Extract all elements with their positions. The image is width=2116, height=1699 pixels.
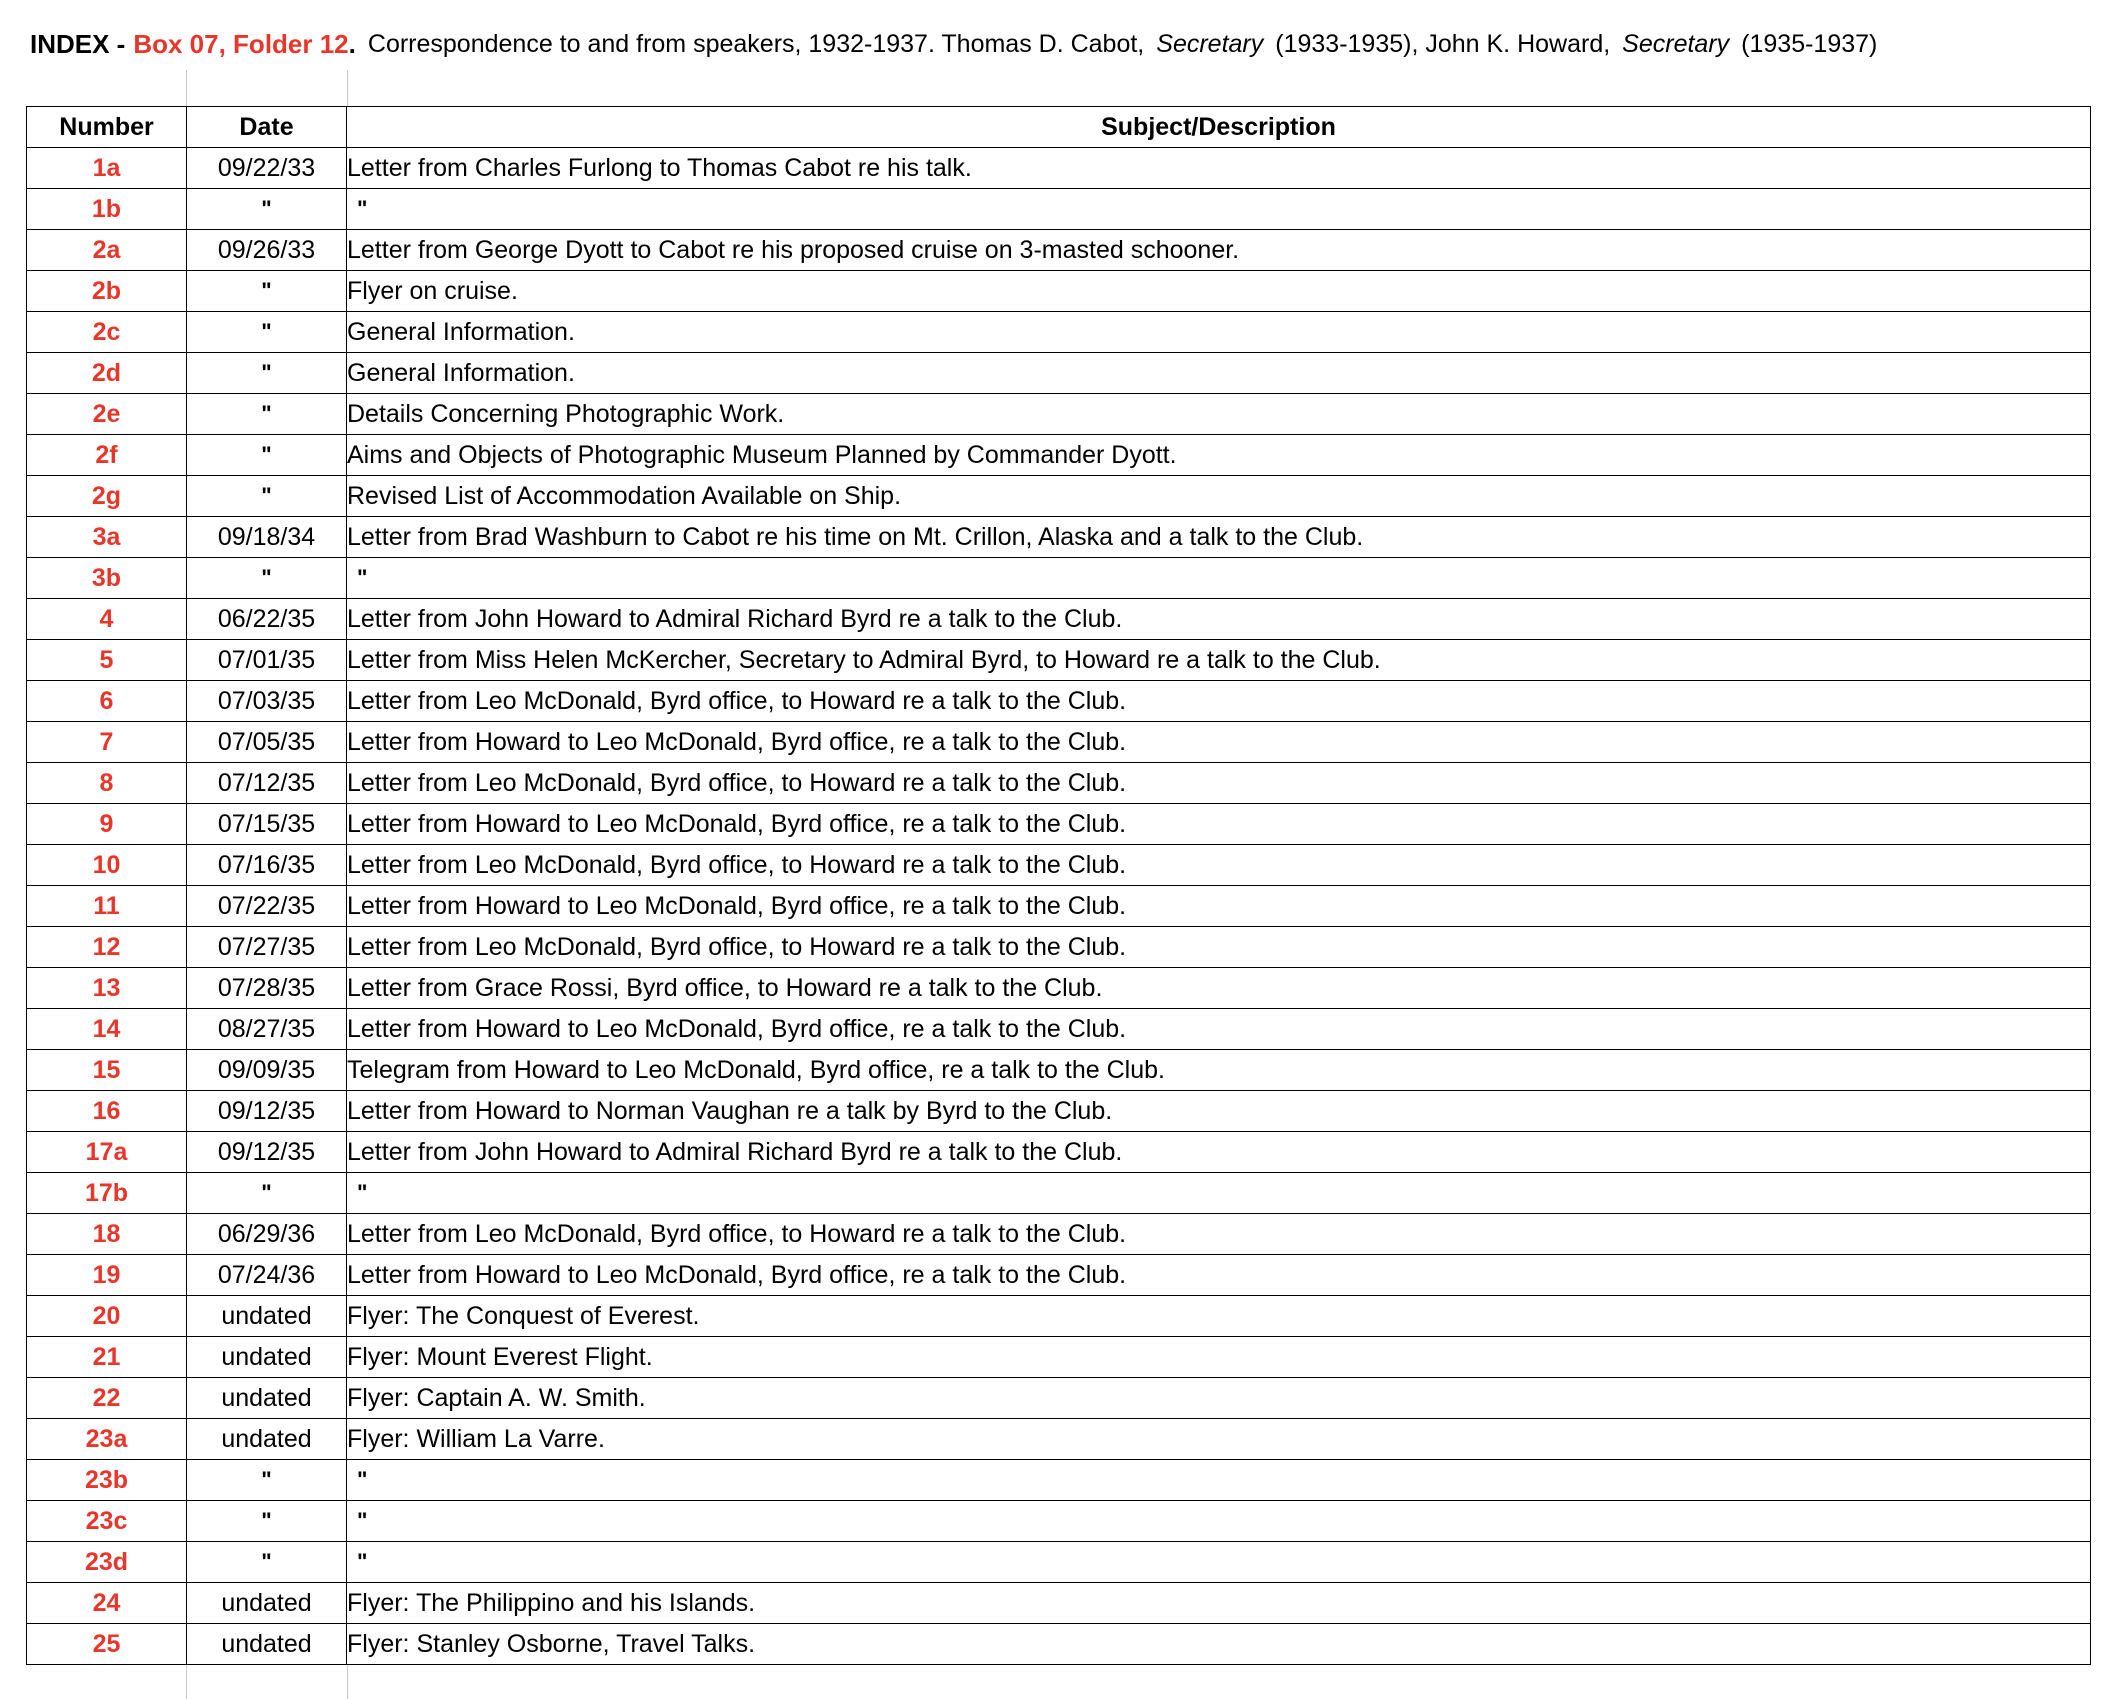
cell-description: Letter from Leo McDonald, Byrd office, to Howard re a talk to the Club. [347, 1214, 2091, 1255]
table-row [27, 1460, 2091, 1501]
table-row [27, 722, 2091, 763]
cell-number: 15 [27, 1050, 187, 1091]
cell-number: 2c [27, 312, 187, 353]
spacer-cell-number [26, 70, 187, 106]
cell-description: " [347, 558, 2091, 599]
column-header-date: Date [187, 107, 347, 148]
table-row [27, 845, 2091, 886]
cell-date: 07/27/35 [187, 927, 347, 968]
table-row [27, 1378, 2091, 1419]
cell-description: Letter from Brad Washburn to Cabot re his time on Mt. Crillon, Alaska and a talk to the Club. [347, 517, 2091, 558]
table-row [27, 1583, 2091, 1624]
cell-number: 21 [27, 1337, 187, 1378]
table-row [27, 599, 2091, 640]
cell-number: 4 [27, 599, 187, 640]
cell-description: Letter from Leo McDonald, Byrd office, to Howard re a talk to the Club. [347, 845, 2091, 886]
cell-number: 2d [27, 353, 187, 394]
cell-description: " [347, 1501, 2091, 1542]
cell-date: undated [187, 1583, 347, 1624]
table-row [27, 189, 2091, 230]
table-body [27, 148, 2091, 1665]
spacer-cell-description [348, 70, 2090, 106]
cell-number: 18 [27, 1214, 187, 1255]
cell-date: " [187, 558, 347, 599]
table-row [27, 968, 2091, 1009]
cell-date: 08/27/35 [187, 1009, 347, 1050]
table-row [27, 476, 2091, 517]
bottom-cell-date [187, 1665, 348, 1699]
cell-number: 23a [27, 1419, 187, 1460]
cell-date: 07/15/35 [187, 804, 347, 845]
cell-description: Letter from Howard to Leo McDonald, Byrd office, re a talk to the Club. [347, 886, 2091, 927]
index-table [26, 106, 2091, 1665]
cell-date: 09/22/33 [187, 148, 347, 189]
cell-number: 8 [27, 763, 187, 804]
table-row [27, 1050, 2091, 1091]
cell-date: undated [187, 1419, 347, 1460]
cell-date: " [187, 271, 347, 312]
cell-description: Letter from Howard to Leo McDonald, Byrd office, re a talk to the Club. [347, 1255, 2091, 1296]
table-row [27, 1542, 2091, 1583]
cell-date: " [187, 1542, 347, 1583]
cell-description: Telegram from Howard to Leo McDonald, Byrd office, re a talk to the Club. [347, 1050, 2091, 1091]
title-index-label: INDEX - [30, 28, 126, 59]
cell-number: 23d [27, 1542, 187, 1583]
cell-date: 09/09/35 [187, 1050, 347, 1091]
table-row [27, 148, 2091, 189]
cell-date: 07/16/35 [187, 845, 347, 886]
table-row [27, 558, 2091, 599]
cell-description: Flyer: The Philippino and his Islands. [347, 1583, 2091, 1624]
table-header-row [27, 107, 2091, 148]
title-years-1: (1933-1935), John K. Howard, [1275, 29, 1611, 58]
cell-date: 07/28/35 [187, 968, 347, 1009]
spreadsheet-spacer-row [26, 70, 2090, 106]
cell-description: General Information. [347, 312, 2091, 353]
table-row [27, 230, 2091, 271]
cell-date: 06/29/36 [187, 1214, 347, 1255]
cell-date: 09/26/33 [187, 230, 347, 271]
column-header-description: Subject/Description [347, 107, 2091, 148]
cell-description: Letter from Leo McDonald, Byrd office, to Howard re a talk to the Club. [347, 681, 2091, 722]
spreadsheet-bottom-strip [26, 1665, 2090, 1699]
cell-date: 09/12/35 [187, 1132, 347, 1173]
cell-description: Letter from Miss Helen McKercher, Secretary to Admiral Byrd, to Howard re a talk to the Club. [347, 640, 2091, 681]
cell-description: Letter from Grace Rossi, Byrd office, to Howard re a talk to the Club. [347, 968, 2091, 1009]
cell-number: 3b [27, 558, 187, 599]
cell-number: 20 [27, 1296, 187, 1337]
table-row [27, 927, 2091, 968]
table-row [27, 435, 2091, 476]
cell-description: " [347, 1173, 2091, 1214]
cell-number: 2f [27, 435, 187, 476]
cell-number: 19 [27, 1255, 187, 1296]
table-row [27, 640, 2091, 681]
table-row [27, 394, 2091, 435]
title-secretary-1: Secretary [1156, 29, 1264, 58]
cell-description: Revised List of Accommodation Available on Ship. [347, 476, 2091, 517]
cell-description: Letter from John Howard to Admiral Richard Byrd re a talk to the Club. [347, 599, 2091, 640]
table-row [27, 1214, 2091, 1255]
table-row [27, 271, 2091, 312]
table-row [27, 1255, 2091, 1296]
cell-description: Letter from Howard to Leo McDonald, Byrd office, re a talk to the Club. [347, 1009, 2091, 1050]
cell-number: 13 [27, 968, 187, 1009]
table-row [27, 1501, 2091, 1542]
cell-description: Flyer: Mount Everest Flight. [347, 1337, 2091, 1378]
cell-number: 7 [27, 722, 187, 763]
column-header-number: Number [27, 107, 187, 148]
cell-description: " [347, 1460, 2091, 1501]
cell-number: 17a [27, 1132, 187, 1173]
table-row [27, 1624, 2091, 1665]
cell-date: 07/01/35 [187, 640, 347, 681]
table-row [27, 1173, 2091, 1214]
cell-number: 2a [27, 230, 187, 271]
table-row [27, 1009, 2091, 1050]
table-row [27, 1419, 2091, 1460]
cell-number: 2g [27, 476, 187, 517]
cell-number: 25 [27, 1624, 187, 1665]
cell-description: Letter from John Howard to Admiral Richard Byrd re a talk to the Club. [347, 1132, 2091, 1173]
cell-description: Letter from Charles Furlong to Thomas Cabot re his talk. [347, 148, 2091, 189]
cell-date: 06/22/35 [187, 599, 347, 640]
cell-date: " [187, 353, 347, 394]
cell-number: 2b [27, 271, 187, 312]
table-row [27, 353, 2091, 394]
spacer-cell-date [187, 70, 348, 106]
cell-number: 24 [27, 1583, 187, 1624]
cell-description: Flyer on cruise. [347, 271, 2091, 312]
cell-number: 11 [27, 886, 187, 927]
cell-date: 07/22/35 [187, 886, 347, 927]
cell-date: " [187, 1460, 347, 1501]
cell-date: undated [187, 1624, 347, 1665]
cell-description: Flyer: The Conquest of Everest. [347, 1296, 2091, 1337]
cell-number: 23c [27, 1501, 187, 1542]
table-header [27, 107, 2091, 148]
cell-description: Letter from Howard to Norman Vaughan re a talk by Byrd to the Club. [347, 1091, 2091, 1132]
cell-description: Letter from George Dyott to Cabot re his proposed cruise on 3-masted schooner. [347, 230, 2091, 271]
cell-number: 12 [27, 927, 187, 968]
cell-date: " [187, 312, 347, 353]
cell-date: undated [187, 1296, 347, 1337]
cell-number: 1a [27, 148, 187, 189]
cell-date: 07/12/35 [187, 763, 347, 804]
title-description-pre: Correspondence to and from speakers, 1932-1937. Thomas D. Cabot, [367, 29, 1145, 58]
bottom-cell-description [348, 1665, 2090, 1699]
cell-date: 07/05/35 [187, 722, 347, 763]
cell-number: 1b [27, 189, 187, 230]
cell-number: 17b [27, 1173, 187, 1214]
cell-date: " [187, 1501, 347, 1542]
cell-number: 5 [27, 640, 187, 681]
cell-number: 22 [27, 1378, 187, 1419]
page-title [26, 18, 2090, 70]
table-row [27, 1132, 2091, 1173]
cell-description: Flyer: William La Varre. [347, 1419, 2091, 1460]
cell-description: Letter from Leo McDonald, Byrd office, to Howard re a talk to the Club. [347, 927, 2091, 968]
cell-number: 16 [27, 1091, 187, 1132]
cell-date: " [187, 435, 347, 476]
cell-date: 07/03/35 [187, 681, 347, 722]
cell-description: Letter from Howard to Leo McDonald, Byrd office, re a talk to the Club. [347, 722, 2091, 763]
cell-description: Flyer: Captain A. W. Smith. [347, 1378, 2091, 1419]
table-row [27, 517, 2091, 558]
cell-date: " [187, 476, 347, 517]
title-years-2: (1935-1937) [1741, 29, 1878, 58]
cell-date: 09/12/35 [187, 1091, 347, 1132]
bottom-cell-number [26, 1665, 187, 1699]
cell-description: " [347, 1542, 2091, 1583]
cell-date: undated [187, 1378, 347, 1419]
cell-description: Aims and Objects of Photographic Museum Planned by Commander Dyott. [347, 435, 2091, 476]
table-row [27, 1091, 2091, 1132]
title-box-folder: Box 07, Folder 12 [133, 28, 349, 59]
table-row [27, 1296, 2091, 1337]
cell-description: " [347, 189, 2091, 230]
cell-number: 2e [27, 394, 187, 435]
table-row [27, 681, 2091, 722]
cell-date: 07/24/36 [187, 1255, 347, 1296]
title-period: . [348, 28, 356, 59]
cell-description: Details Concerning Photographic Work. [347, 394, 2091, 435]
table-row [27, 804, 2091, 845]
cell-date: undated [187, 1337, 347, 1378]
cell-number: 23b [27, 1460, 187, 1501]
cell-description: Flyer: Stanley Osborne, Travel Talks. [347, 1624, 2091, 1665]
cell-description: Letter from Leo McDonald, Byrd office, to Howard re a talk to the Club. [347, 763, 2091, 804]
cell-number: 9 [27, 804, 187, 845]
cell-description: General Information. [347, 353, 2091, 394]
cell-date: " [187, 1173, 347, 1214]
cell-date: " [187, 394, 347, 435]
cell-number: 6 [27, 681, 187, 722]
cell-number: 10 [27, 845, 187, 886]
cell-date: " [187, 189, 347, 230]
title-secretary-2: Secretary [1622, 29, 1730, 58]
cell-description: Letter from Howard to Leo McDonald, Byrd office, re a talk to the Club. [347, 804, 2091, 845]
cell-number: 14 [27, 1009, 187, 1050]
table-row [27, 763, 2091, 804]
table-row [27, 312, 2091, 353]
cell-number: 3a [27, 517, 187, 558]
cell-date: 09/18/34 [187, 517, 347, 558]
table-row [27, 1337, 2091, 1378]
table-row [27, 886, 2091, 927]
